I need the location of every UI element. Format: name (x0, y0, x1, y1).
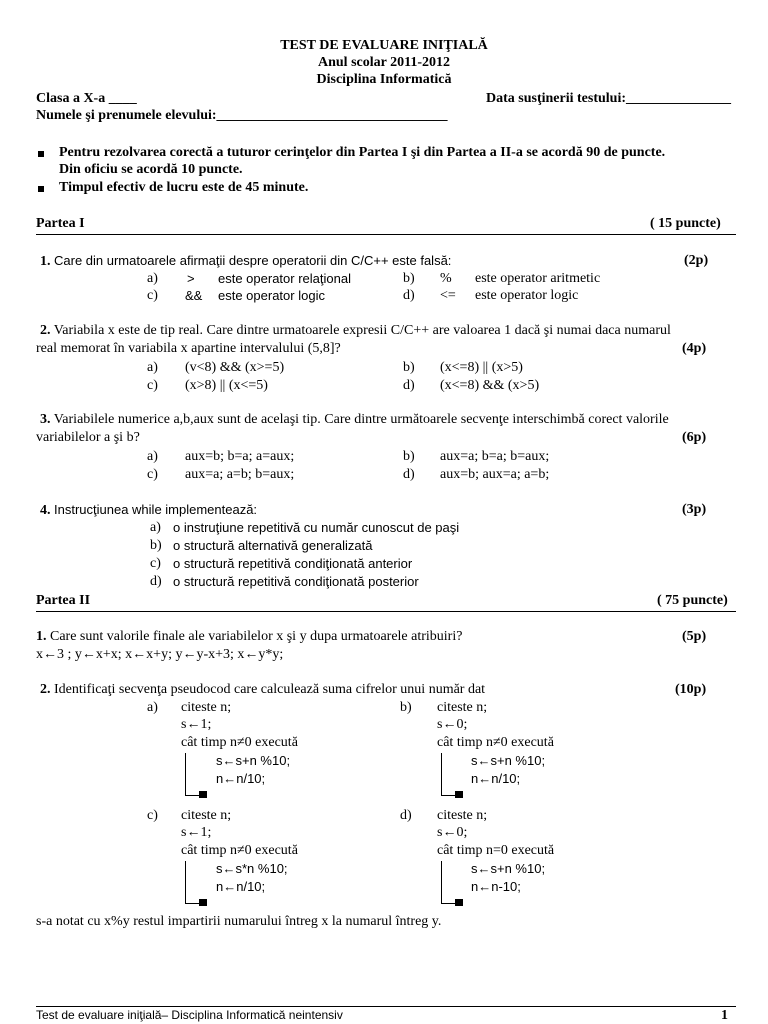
q3-points: (6p) (682, 430, 707, 445)
loop-bracket (441, 903, 455, 904)
option-label: d) (403, 288, 415, 303)
option-text: o structură alternativă generalizată (173, 538, 373, 553)
question-4: 4. Instrucţiunea while implementează: (40, 502, 258, 518)
note-1: Pentru rezolvarea corectă a tuturor cerinţelor din Partea I şi din Partea a II-a se acordă 90 de puncte. (59, 145, 666, 160)
option-label: c) (150, 556, 161, 571)
pseudocode-line: n←n/10; (216, 771, 266, 786)
date-label: Data susţinerii testului:_______________ (486, 91, 731, 106)
loop-end-marker (455, 791, 463, 798)
loop-bracket (185, 795, 199, 796)
part1-points: ( 15 puncte) (650, 216, 721, 231)
pseudocode-line: n←n/10; (471, 771, 521, 786)
pseudocode-line: s←s+n %10; (216, 753, 291, 768)
footer-text: Test de evaluare iniţială– Disciplina Informatică neintensiv (36, 1008, 343, 1022)
pseudocode-line: citeste n; (181, 808, 232, 823)
q2-points: (4p) (682, 341, 707, 356)
option-text: o instruţiune repetitivă cu număr cunoscut de paşi (173, 520, 460, 535)
option-text: (x<=8) || (x>5) (440, 360, 523, 375)
p2q1-points: (5p) (682, 629, 707, 644)
note-3: Timpul efectiv de lucru este de 45 minute. (59, 180, 309, 195)
loop-bracket (185, 753, 186, 795)
pseudocode-line: citeste n; (437, 700, 488, 715)
q1-points: (2p) (684, 253, 709, 268)
option-text: aux=b; b=a; a=aux; (185, 449, 295, 464)
option-label: c) (147, 288, 158, 303)
pseudocode-line: cât timp n=0 execută (437, 843, 555, 858)
divider (36, 611, 736, 612)
option-label: a) (147, 271, 158, 286)
loop-bracket (185, 903, 199, 904)
pseudocode-line: citeste n; (437, 808, 488, 823)
option-text: aux=a; b=a; b=aux; (440, 449, 550, 464)
option-text: este operator aritmetic (475, 271, 601, 286)
question-3: 3. Variabilele numerice a,b,aux sunt de acelaşi tip. Care dintre următoarele secvenţe interschimbă corect valorile (40, 412, 669, 427)
option-text: (x<=8) && (x>5) (440, 378, 540, 393)
school-year: Anul scolar 2011-2012 (318, 55, 450, 70)
pseudocode-line: s←1; (181, 717, 212, 732)
discipline: Disciplina Informatică (316, 72, 452, 87)
option-label: b) (400, 700, 412, 715)
assignment-code: x←3 ; y←x+x; x←x+y; y←y-x+3; x←y*y; (36, 647, 284, 662)
option-label: d) (403, 378, 415, 393)
pseudocode-line: s←s*n %10; (216, 861, 288, 876)
option-label: c) (147, 808, 158, 823)
pseudocode-line: s←0; (437, 717, 468, 732)
pseudocode-line: s←s+n %10; (471, 861, 546, 876)
option-label: b) (403, 271, 415, 286)
question-2-cont: real memorat în variabila x apartine intervalului (5,8]? (36, 341, 341, 356)
p2q2-points: (10p) (675, 682, 707, 697)
q4-points: (3p) (682, 502, 707, 517)
page-number: 1 (721, 1008, 728, 1023)
part1-title: Partea I (36, 216, 85, 231)
option-label: d) (403, 467, 415, 482)
option-label: d) (400, 808, 412, 823)
pseudocode-line: n←n/10; (216, 879, 266, 894)
option-label: b) (403, 449, 415, 464)
option-label: a) (150, 520, 161, 535)
note-2: Din oficiu se acordă 10 puncte. (59, 162, 243, 177)
pseudocode-line: cât timp n≠0 execută (181, 735, 298, 750)
loop-bracket (441, 795, 455, 796)
option-operator: % (440, 271, 452, 286)
question-1: 1. Care din urmatoarele afirmaţii despre operatorii din C/C++ este falsă: (40, 253, 452, 269)
loop-end-marker (455, 899, 463, 906)
part2-question-1: 1. Care sunt valorile finale ale variabilelor x şi y dupa urmatoarele atribuiri? (36, 629, 463, 644)
class-label: Clasa a X-a ____ (36, 91, 137, 106)
part2-question-2: 2. Identificaţi secvenţa pseudocod care calculează suma cifrelor unui număr dat (40, 682, 486, 697)
modulo-note: s-a notat cu x%y restul impartirii numarului întreg x la numarul întreg y. (36, 914, 442, 929)
pseudocode-line: s←s+n %10; (471, 753, 546, 768)
divider (36, 234, 736, 235)
option-text: aux=a; a=b; b=aux; (185, 467, 295, 482)
part2-title: Partea II (36, 593, 91, 608)
loop-bracket (441, 861, 442, 903)
loop-end-marker (199, 791, 207, 798)
option-label: d) (150, 574, 162, 589)
student-name-label: Numele şi prenumele elevului:_________________________________ (36, 108, 448, 123)
option-text: este operator logic (475, 288, 579, 303)
option-operator: > (187, 271, 195, 286)
pseudocode-line: cât timp n≠0 execută (437, 735, 554, 750)
option-label: a) (147, 700, 158, 715)
test-title: TEST DE EVALUARE INIŢIALĂ (280, 38, 488, 53)
bullet-icon (38, 151, 44, 157)
option-text: (v<8) && (x>=5) (185, 360, 285, 375)
pseudocode-line: n←n-10; (471, 879, 521, 894)
bullet-icon (38, 186, 44, 192)
pseudocode-line: s←1; (181, 825, 212, 840)
loop-bracket (185, 861, 186, 903)
option-label: c) (147, 378, 158, 393)
pseudocode-line: citeste n; (181, 700, 232, 715)
option-label: a) (147, 449, 158, 464)
option-text: este operator relaţional (218, 271, 351, 286)
footer-divider (36, 1006, 736, 1007)
question-2: 2. Variabila x este de tip real. Care dintre urmatoarele expresii C/C++ are valoarea 1 dacă şi numai daca numarul (40, 323, 671, 338)
option-text: o structură repetitivă condiţionată posterior (173, 574, 419, 589)
option-label: b) (403, 360, 415, 375)
question-3-cont: variabilelor a şi b? (36, 430, 140, 445)
loop-end-marker (199, 899, 207, 906)
option-text: (x>8) || (x<=5) (185, 378, 268, 393)
option-operator: <= (440, 288, 456, 303)
option-label: b) (150, 538, 162, 553)
loop-bracket (441, 753, 442, 795)
pseudocode-line: s←0; (437, 825, 468, 840)
option-text: aux=b; aux=a; a=b; (440, 467, 550, 482)
option-label: c) (147, 467, 158, 482)
part2-points: ( 75 puncte) (657, 593, 728, 608)
option-operator: && (185, 288, 203, 303)
option-text: este operator logic (218, 288, 325, 303)
option-label: a) (147, 360, 158, 375)
option-text: o structură repetitivă condiţionată anterior (173, 556, 413, 571)
pseudocode-line: cât timp n≠0 execută (181, 843, 298, 858)
